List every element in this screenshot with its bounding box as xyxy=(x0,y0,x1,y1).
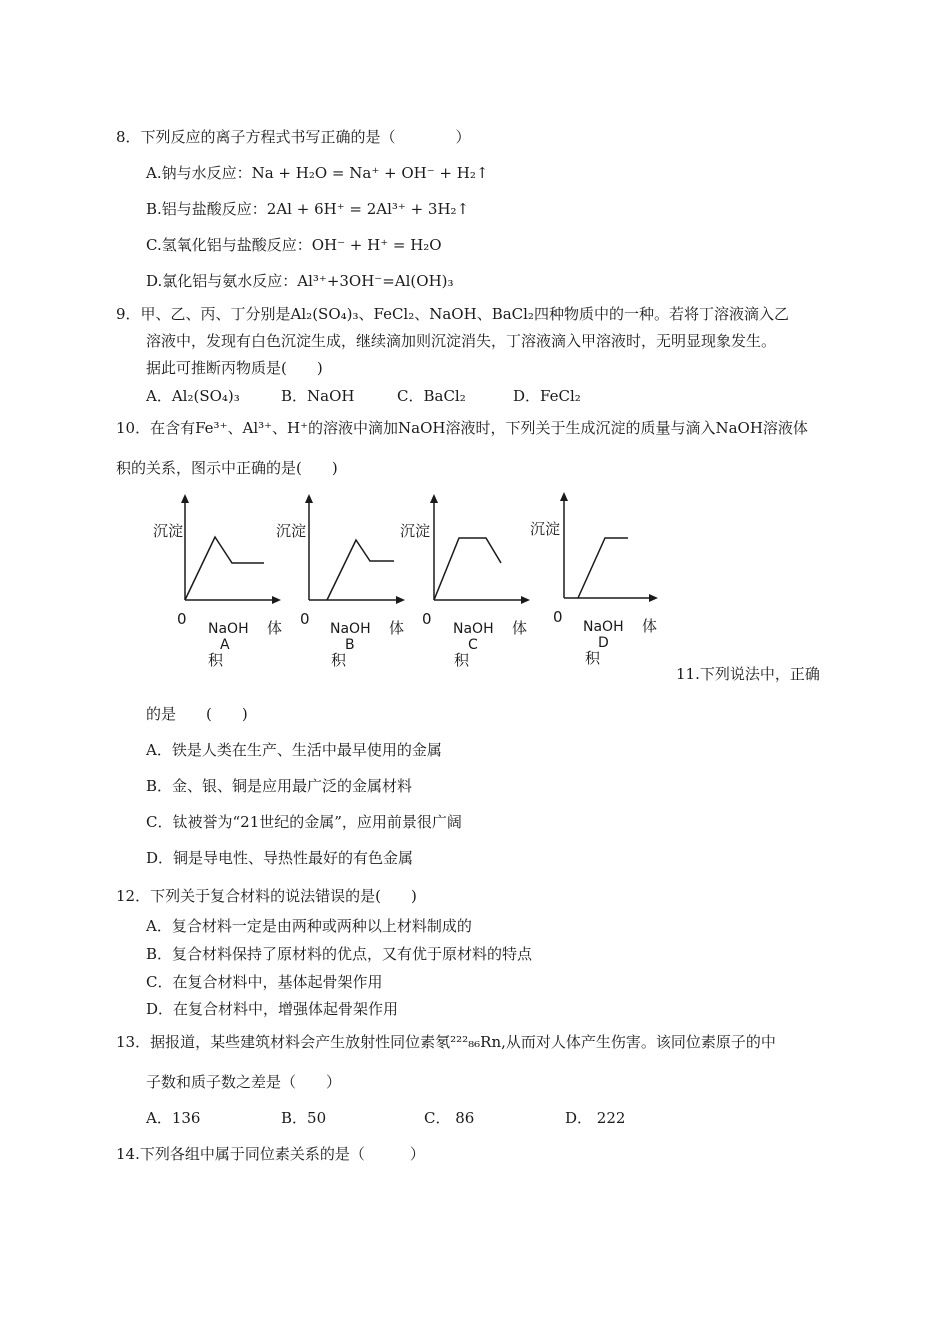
graph-c xyxy=(397,490,532,670)
q9-option-d: D．FeCl₂ xyxy=(513,387,581,405)
q13-line1: 13．据报道，某些建筑材料会产生放射性同位素氡²²²₈₆Rn,从而对人体产生伤害。该同位素原子的中 xyxy=(116,1033,776,1051)
graph-c-origin: 0 xyxy=(422,610,432,628)
graph-d xyxy=(528,488,663,668)
q10-line2: 积的关系，图示中正确的是( ) xyxy=(116,459,338,477)
graph-a-curve xyxy=(185,537,264,600)
graph-d-origin: 0 xyxy=(553,608,563,626)
q12-option-c: C．在复合材料中，基体起骨架作用 xyxy=(146,973,383,991)
graph-b xyxy=(273,490,408,670)
graph-c-x-label-tail: 体 xyxy=(512,619,528,637)
q13-option-c: C． 86 xyxy=(424,1109,475,1127)
q8-stem: 8．下列反应的离子方程式书写正确的是（ ） xyxy=(116,128,471,146)
q11-stem-part1: 11.下列说法中，正确 xyxy=(676,665,820,683)
q11-stem-part2: 的是 ( ) xyxy=(146,705,248,723)
q9-line3: 据此可推断丙物质是( ) xyxy=(146,359,323,377)
graph-b-x-label-tail: 体 xyxy=(389,619,405,637)
graph-c-curve xyxy=(434,538,501,600)
graph-c-y-arrow xyxy=(430,494,438,503)
q12-option-d: D．在复合材料中，增强体起骨架作用 xyxy=(146,1000,399,1018)
graph-d-y-arrow xyxy=(560,492,568,501)
q13-option-d: D． 222 xyxy=(565,1109,626,1127)
q12-option-b: B．复合材料保持了原材料的优点，又有优于原材料的特点 xyxy=(146,945,533,963)
graph-d-curve xyxy=(578,538,628,598)
graph-a-letter: A xyxy=(220,637,230,653)
graph-a-x-label: NaOH xyxy=(208,621,249,637)
graph-d-x-label-wrap: 积 xyxy=(585,649,601,667)
q9-option-c: C．BaCl₂ xyxy=(397,387,466,405)
graph-c-y-label: 沉淀 xyxy=(400,522,431,540)
q13-option-b: B．50 xyxy=(281,1109,327,1127)
q13-line2: 子数和质子数之差是（ ） xyxy=(146,1073,342,1091)
graph-a xyxy=(150,490,285,670)
q8-option-c: C.氢氧化铝与盐酸反应：OH⁻ + H⁺ = H₂O xyxy=(146,236,442,254)
graph-b-curve xyxy=(327,540,394,600)
q11-option-b: B．金、银、铜是应用最广泛的金属材料 xyxy=(146,777,413,795)
q13-option-a: A．136 xyxy=(146,1109,201,1127)
graph-d-x-label: NaOH xyxy=(583,619,624,635)
graph-d-x-arrow xyxy=(649,594,658,602)
graph-d-letter: D xyxy=(598,635,609,651)
q9-option-a: A．Al₂(SO₄)₃ xyxy=(146,387,240,405)
graph-a-x-label-tail: 体 xyxy=(267,619,283,637)
graph-b-letter: B xyxy=(345,637,355,653)
q8-option-a: A.钠与水反应：Na + H₂O = Na⁺ + OH⁻ + H₂↑ xyxy=(146,164,489,182)
graph-a-y-arrow xyxy=(181,494,189,503)
graph-c-x-label-wrap: 积 xyxy=(454,651,470,669)
q8-option-b: B.铝与盐酸反应：2Al + 6H⁺ = 2Al³⁺ + 3H₂↑ xyxy=(146,200,470,218)
graph-c-letter: C xyxy=(468,637,478,653)
graph-d-x-label-tail: 体 xyxy=(642,617,658,635)
graph-b-y-label: 沉淀 xyxy=(276,522,307,540)
q11-option-d: D．铜是导电性、导热性最好的有色金属 xyxy=(146,849,414,867)
graph-b-x-label-wrap: 积 xyxy=(331,651,347,669)
graph-a-y-label: 沉淀 xyxy=(153,522,184,540)
graph-b-origin: 0 xyxy=(300,610,310,628)
q9-line1: 9．甲、乙、丙、丁分别是Al₂(SO₄)₃、FeCl₂、NaOH、BaCl₂四种物质中的一种。若将丁溶液滴入乙 xyxy=(116,305,789,323)
graph-c-x-label: NaOH xyxy=(453,621,494,637)
q12-option-a: A．复合材料一定是由两种或两种以上材料制成的 xyxy=(146,917,472,935)
q9-line2: 溶液中，发现有白色沉淀生成，继续滴加则沉淀消失，丁溶液滴入甲溶液时，无明显现象发生。 xyxy=(146,332,777,350)
graph-b-y-arrow xyxy=(305,494,313,503)
q9-option-b: B．NaOH xyxy=(281,387,355,405)
q8-option-d: D.氯化铝与氨水反应：Al³⁺+3OH⁻=Al(OH)₃ xyxy=(146,272,454,290)
graph-a-origin: 0 xyxy=(177,610,187,628)
graph-d-y-label: 沉淀 xyxy=(530,520,561,538)
q10-line1: 10．在含有Fe³⁺、Al³⁺、H⁺的溶液中滴加NaOH溶液时，下列关于生成沉淀的质量与滴入NaOH溶液体 xyxy=(116,419,808,437)
q14-stem: 14.下列各组中属于同位素关系的是（ ） xyxy=(116,1145,425,1163)
q11-option-c: C．钛被誉为“21世纪的金属”，应用前景很广阔 xyxy=(146,813,462,831)
q11-option-a: A．铁是人类在生产、生活中最早使用的金属 xyxy=(146,741,442,759)
graph-b-x-label: NaOH xyxy=(330,621,371,637)
q12-stem: 12．下列关于复合材料的说法错误的是( ) xyxy=(116,887,417,905)
graph-a-x-label-wrap: 积 xyxy=(208,651,224,669)
